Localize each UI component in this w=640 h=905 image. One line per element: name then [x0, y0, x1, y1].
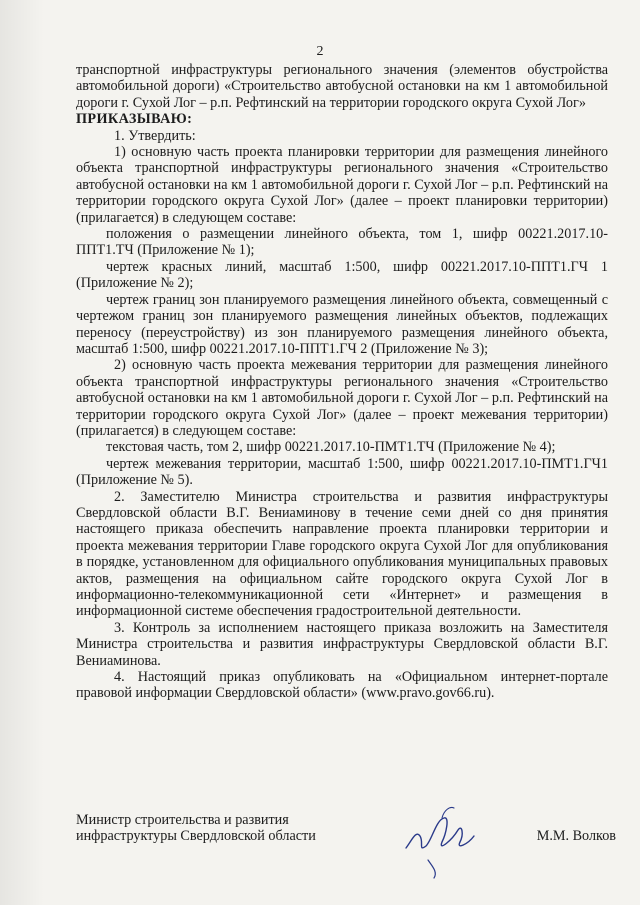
signer-title-line-1: Министр строительства и развития: [76, 812, 289, 828]
scan-edge-shadow: [0, 0, 44, 905]
item-4: 4. Настоящий приказ опубликовать на «Официальном интернет-портале правовой информации Свердловской области» (www.pravo.gov66.ru).: [76, 669, 608, 702]
item-1-1-b: чертеж красных линий, масштаб 1:500, шифр 00221.2017.10-ППТ1.ГЧ 1 (Приложение № 2);: [76, 258, 608, 292]
signer-title: [76, 812, 316, 845]
item-1-2-b: чертеж межевания территории, масштаб 1:500, шифр 00221.2017.10-ПМТ1.ГЧ1 (Приложение № 5).: [76, 455, 608, 489]
order-heading: ПРИКАЗЫВАЮ:: [76, 111, 193, 128]
item-1-2: 2) основную часть проекта межевания территории для размещения линейного объекта транспортной инфраструктуры регионального значения «Строительство автобусной остановки на км 1 автомобильной дороги г. Сухой Лог – р.п. Рефтинский на территории городского округа Сухой Лог» (далее – проект межевания территории) (прилагается) в следующем составе:: [76, 357, 608, 439]
item-1-2-a: текстовая часть, том 2, шифр 00221.2017.10-ПМТ1.ТЧ (Приложение № 4);: [106, 439, 556, 456]
intro-paragraph: транспортной инфраструктуры регионального значения (элементов обустройства автомобильной дороги) «Строительство автобусной остановки на км 1 автомобильной дороги г. Сухой Лог – р.п. Рефтинский на территории городского округа Сухой Лог»: [76, 62, 608, 111]
handwritten-signature-icon: [398, 800, 488, 880]
item-1: 1. Утвердить:: [114, 127, 196, 144]
signer-name: М.М. Волков: [536, 828, 616, 844]
item-1-1: 1) основную часть проекта планировки территории для размещения линейного объекта транспортной инфраструктуры регионального значения «Строительство автобусной остановки на км 1 автомобильной дороги г. Сухой Лог – р.п. Рефтинский на территории городского округа Сухой Лог» (далее – проект планировки территории) (прилагается) в следующем составе:: [76, 144, 608, 226]
order-body: [76, 62, 608, 702]
signer-title-line-2: инфраструктуры Свердловской области: [76, 828, 316, 845]
item-1-1-a: положения о размещении линейного объекта, том 1, шифр 00221.2017.10-ППТ1.ТЧ (Приложение № 1);: [76, 226, 608, 259]
page-number: 2: [316, 44, 324, 59]
item-2: 2. Заместителю Министра строительства и развития инфраструктуры Свердловской области В.Г. Вениаминову в течение семи дней со дня принятия настоящего приказа обеспечить направление проекта планировки территории и проекта межевания территории Главе городского округа Сухой Лог для опубликования в порядке, установленном для официального опубликования муниципальных правовых актов, размещения на официальном сайте городского округа Сухой Лог в информационно-телекоммуникационной сети «Интернет» и размещения в информационной системе обеспечения градостроительной деятельности.: [76, 488, 608, 620]
item-1-1-c: чертеж границ зон планируемого размещения линейного объекта, совмещенный с чертежом границ зон планируемого размещения линейных объектов, подлежащих переносу (переустройству) из зон планируемого размещения линейного объекта, масштаб 1:500, шифр 00221.2017.10-ППТ1.ГЧ 2 (Приложение № 3);: [76, 291, 608, 357]
item-3: 3. Контроль за исполнением настоящего приказа возложить на Заместителя Министра строительства и развития инфраструктуры Свердловской области В.Г. Вениаминова.: [76, 619, 608, 669]
